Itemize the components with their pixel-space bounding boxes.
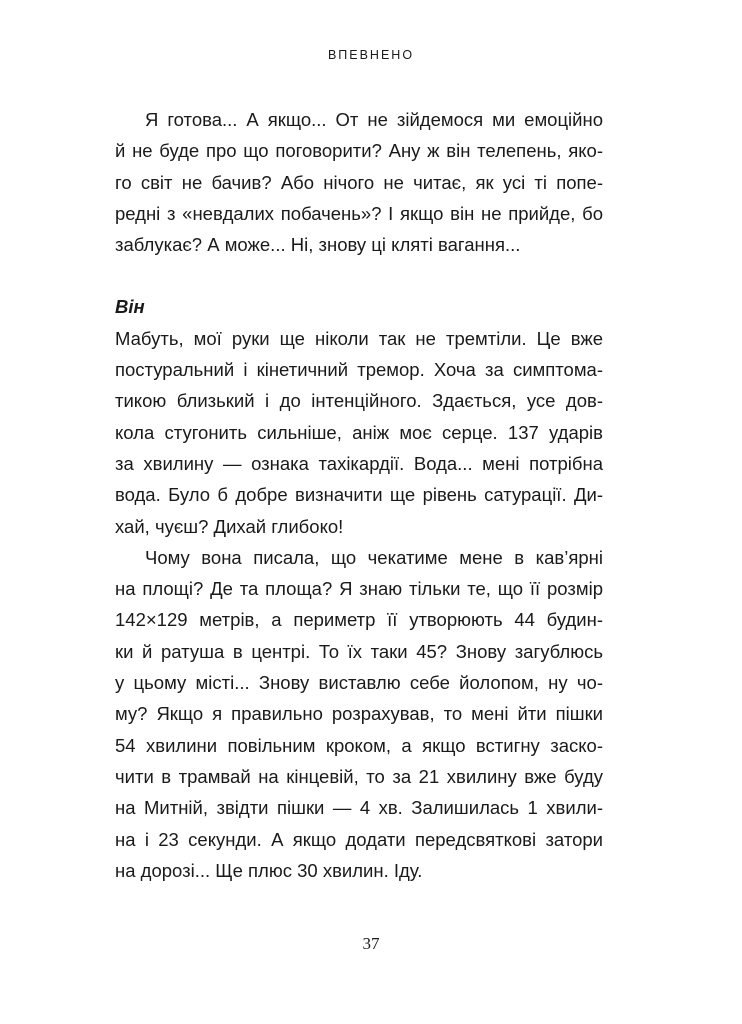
text-line: тикою близький і до інтенційного. Здається, усе дов- — [115, 390, 603, 412]
text-line: кола стугонить сильніше, аніж моє серце. 137 ударів — [115, 421, 603, 443]
text-line: постуральний і кінетичний тремор. Хоча за симптома- — [115, 359, 603, 381]
page-number: 37 — [362, 934, 380, 953]
text-line: го світ не бачив? Або нічого не читає, як усі ті попе- — [115, 171, 603, 193]
text-line: ки й ратуша в центрі. То їх таки 45? Знову загублюсь — [115, 640, 603, 662]
running-head: ВПЕВНЕНО — [327, 48, 415, 62]
text-line: на Митній, звідти пішки — 4 хв. Залишилась 1 хвили- — [115, 797, 603, 819]
text-line: вода. Було б добре визначити ще рівень сатурації. Ди- — [115, 484, 603, 506]
text-line: на дорозі... Ще плюс 30 хвилин. Іду. — [115, 859, 423, 881]
text-line: 142×129 метрів, а периметр її утворюють 44 будин- — [115, 609, 603, 631]
section-break — [115, 260, 603, 291]
text-line: на і 23 секунди. А якщо додати передсвяткові затори — [115, 828, 603, 850]
text-line: заблукає? А може... Ні, знову ці кляті вагання... — [115, 234, 521, 256]
text-line: Чому вона писала, що чекатиме мене в кав’ярні — [145, 546, 603, 568]
text-line: 54 хвилини повільним кроком, а якщо встигну заско- — [115, 734, 603, 756]
text-line: на площі? Де та площа? Я знаю тільки те, що її розмір — [115, 578, 603, 600]
text-line: за хвилину — ознака тахікардії. Вода... мені потрібна — [115, 452, 603, 474]
text-line: хай, чуєш? Дихай глибоко! — [115, 515, 344, 537]
text-line: редні з «невдалих побачень»? І якщо він не прийде, бо — [115, 202, 603, 224]
paragraph — [115, 104, 603, 260]
text-line: му? Якщо я правильно розрахував, то мені йти пішки — [115, 703, 603, 725]
paragraph — [115, 323, 603, 542]
text-line: й не буде про що поговорити? Ану ж він телепень, яко- — [115, 140, 603, 162]
paragraph — [115, 542, 603, 886]
speaker-heading: Він — [115, 296, 145, 318]
body-text — [115, 104, 603, 886]
text-line: Я готова... А якщо... От не зійдемося ми емоційно — [145, 109, 603, 130]
text-line: чити в трамвай на кінцевій, то за 21 хвилину вже буду — [115, 765, 603, 787]
text-line: Мабуть, мої руки ще ніколи так не тремтіли. Це вже — [115, 327, 603, 349]
text-line: у цьому місті... Знову виставлю себе йолопом, ну чо- — [115, 672, 603, 694]
